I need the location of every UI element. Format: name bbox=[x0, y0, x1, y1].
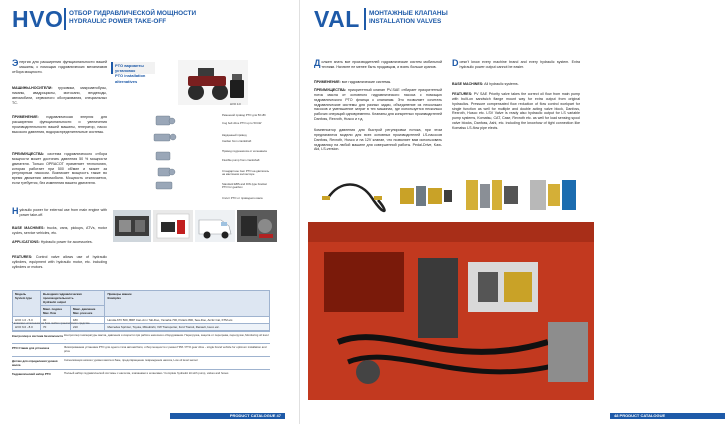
page-footer-right: 48 PRODUCT CATALOGUE bbox=[610, 413, 725, 419]
table-row: HVO 6.0 - 8.0 70 210 Mercedes Sprinter, Toyota, Mitsubishi, VW Transporter, Ford Transit, Renault, Iveco etc. bbox=[13, 324, 270, 331]
caption-3: Cardan from crankshaft bbox=[222, 139, 252, 143]
base-machines-en: BASE MACHINES: trucks, vans, pickups, ATVs, motor cycles, service vehicles, etc. bbox=[12, 226, 107, 235]
kit-label: HVO 4.0 bbox=[230, 102, 241, 106]
th-model: Модель System type bbox=[13, 291, 41, 317]
advantages-ru: ПРЕИМУЩЕСТВА: система гидравлического отбора мощности может достигать давления 50 % мощности двигателя. Только OPRACOT применяет технологию, которая работает при 500 об/мин и может за регулярным насосом. Возникает мощность также во время движения автомобиля. Мощность отключается, если требуется, без изменения вашего двигателя. bbox=[12, 152, 107, 186]
section-title bbox=[369, 10, 519, 26]
caption-8: Сплит PTO от приводного вала bbox=[222, 196, 263, 200]
section-code: HVO bbox=[12, 6, 64, 32]
caption-4: Привод гидронасоса от коленвала bbox=[222, 149, 267, 153]
valve-products-photo bbox=[320, 170, 584, 220]
tractor-photo bbox=[113, 210, 151, 242]
section-title bbox=[69, 10, 219, 26]
intro-ru: Энергия для расширения функциональности вашей машины, с помощью гидравлических механизмов отбора мощности. bbox=[12, 58, 107, 74]
advantages-ru-2: Компенсатор давления для быстрой регулировки потока, при этом предлагаются модели для всех основных производителей LS-насосов Danfoss, Rexroth, Husco и на 12V клапан, что позволяет вам использовать гидравлику на любой машине для совершенной работы. Pedal-Drive, Kaw-Aid, LS-version. bbox=[314, 128, 442, 152]
atv-kit-photo bbox=[178, 60, 248, 105]
section-title-ru: ОТБОР ГИДРАВЛИЧЕСКОЙ МОЩНОСТИ bbox=[69, 10, 197, 17]
dropcap-h: H bbox=[12, 206, 19, 216]
intro-en: Hydraulic power for external use from main engine with power take-off. bbox=[12, 206, 107, 217]
table-note: * возможно исполнение на базе любого транспортного средства bbox=[12, 322, 90, 325]
page-footer-left: PRODUCT CATALOGUE 47 bbox=[170, 413, 285, 419]
caption-1: Cog belt drive PTO up to 50 kW bbox=[222, 121, 262, 125]
engine-bay-photo bbox=[237, 210, 277, 242]
caption-5: Flexible pump from crankshaft bbox=[222, 158, 260, 162]
machinery-ru: МАШИНЫ-НОСИТЕЛИ: грузовики, микроавтобусы, пикапы, квадроциклы, мотосани, вездеходы, автомобили, сервисного обслуживания, специальных ТС. bbox=[12, 86, 108, 105]
alternatives-box bbox=[111, 62, 155, 84]
features-en: FEATURES: PV SAE Priority valve takes the correct oil flow from main pump with built-on sandwich flange mount way for extra output from original hydraulics. Pressure compensated flow reduction of flow control workpart for single function as well for multiple and double acting valve block, Danfoss, Rexroth, Husco etc. LSV Valve is ready also hydraulic output for LS variable pump systems, Komatsu, CAT, Case, Rexroth etc. as well for load sensing spool valve blocks, Danfoss, Ashi, etc. including the knowhow of tight connection like Komatsu LS-flow pipe elects. bbox=[452, 92, 580, 130]
intro-en: Doesn't know every machine brand and every hydraulic system. Extra hydraulic power output cannot be easier. bbox=[452, 58, 580, 69]
list-item: Датчик для определения уровня масла Сигнализация низкого уровня масла в баке, предотвращение повреждения насоса, Low oil level sensor bbox=[12, 356, 270, 369]
caption-7: Standard EBS and DIN-type bracket PTO for gearbox bbox=[222, 182, 267, 190]
right-page bbox=[300, 0, 666, 424]
van-photo bbox=[195, 210, 235, 242]
caption-6: Стандартное Gen PTO на двигатель на масляном коллекторе bbox=[222, 169, 270, 177]
alternatives-diagrams bbox=[150, 112, 180, 192]
options-list bbox=[12, 331, 270, 378]
base-machines-en: BASE MACHINES: All hydraulic systems. bbox=[452, 82, 519, 86]
alternatives-ru: PTO варианты установок bbox=[115, 63, 144, 74]
applications-en: APPLICATIONS: Hydraulic power for accessories. bbox=[12, 240, 93, 244]
th-flow: Выходная гидравлическая производительность Hydraulic output bbox=[41, 291, 105, 306]
table-row: HVO 1.0 - 5.0 30 180 Honda ATV 500, BRP Can-Am / Ski-Doo, Yamaha 700, Polaris 800, Sea-Doo, Arctic Cat, KTM etc. bbox=[13, 317, 270, 324]
section-title-en: HYDRAULIC POWER TAKE-OFF bbox=[69, 18, 167, 25]
section-title-en: INSTALLATION VALVES bbox=[369, 18, 442, 25]
caption-0: Ременной привод PTO для 50 кВт bbox=[222, 113, 266, 117]
intro-ru: Должен знать все производителей гидравлические систем мобильной техники. Начните не менее быть продавцом, и взять больше кранов. bbox=[314, 58, 442, 69]
list-item: PTO Ставки для установок Фиксированная установка PTO для одного типа автомобиля, отбор мощности с ремня ГРМ / PTO gear drive - single brand vehicle for optimum installation and price bbox=[12, 343, 270, 355]
features-en: FEATURES: Control valve allows use of hydraulic cylinders, equipment with hydraulic motor, etc. including cylinders or motors. bbox=[12, 255, 107, 269]
advantages-ru: ПРЕИМУЩЕСТВА: приоритетный клапан PV-SAE отбирает приоритетный поток масла от основного гидравлического насоса с помощью гидравлического PTO фланца к клапанам. Это позволяет сочетать гидравлические системы для разных задач, объединение из нескольких насосов и уменьшение затрат в тех машинах, где используется несколько рабочих операций одновременно. Клапаны для конкретных производителей Danfoss, Rexroth, Husco и т.д. bbox=[314, 88, 443, 122]
caption-2: Карданный привод bbox=[222, 133, 247, 137]
dropcap-d: D bbox=[452, 58, 459, 68]
th-maxpressure: Макс. давление Max. pressure bbox=[70, 306, 104, 317]
list-item: Гидравлический набор PTO Полный набор гидравлической системы с насосом, клапанами и шлангами / Complete hydraulic kit with pump, valves and hoses bbox=[12, 369, 270, 378]
application-ru: ПРИМЕНЕНИЕ: гидравлическая энергия для расширения функциональности и увеличения производительности вашей машины, генератор, насос высокого давления, водораспределительные системы. bbox=[12, 115, 107, 134]
th-examples: Примеры машин Examples bbox=[105, 291, 270, 317]
title-divider bbox=[64, 8, 66, 30]
th-maxflow: Макс. подача Max. flow bbox=[41, 306, 71, 317]
left-page bbox=[0, 0, 300, 424]
alternatives-en: PTO installation alternatives bbox=[115, 73, 146, 84]
dropcap: Д bbox=[314, 58, 321, 68]
list-item: Контроллер и система безопасности Контроллер температуры масла, давления и скорости при работе насосного оборудования. Перегрузка, защита от перегрева, перегрузок, Monitoring oil level ... bbox=[12, 331, 270, 343]
section-code: VAL bbox=[314, 6, 360, 32]
van-interior-photo bbox=[153, 210, 193, 242]
application-ru: ПРИМЕНЕНИЕ: все гидравлические системы. bbox=[314, 80, 392, 84]
title-divider bbox=[364, 8, 366, 30]
dropcap: Э bbox=[12, 58, 19, 68]
section-title-ru: МОНТАЖНЫЕ КЛАПАНЫ bbox=[369, 10, 448, 17]
machine-installation-photo bbox=[308, 222, 594, 400]
